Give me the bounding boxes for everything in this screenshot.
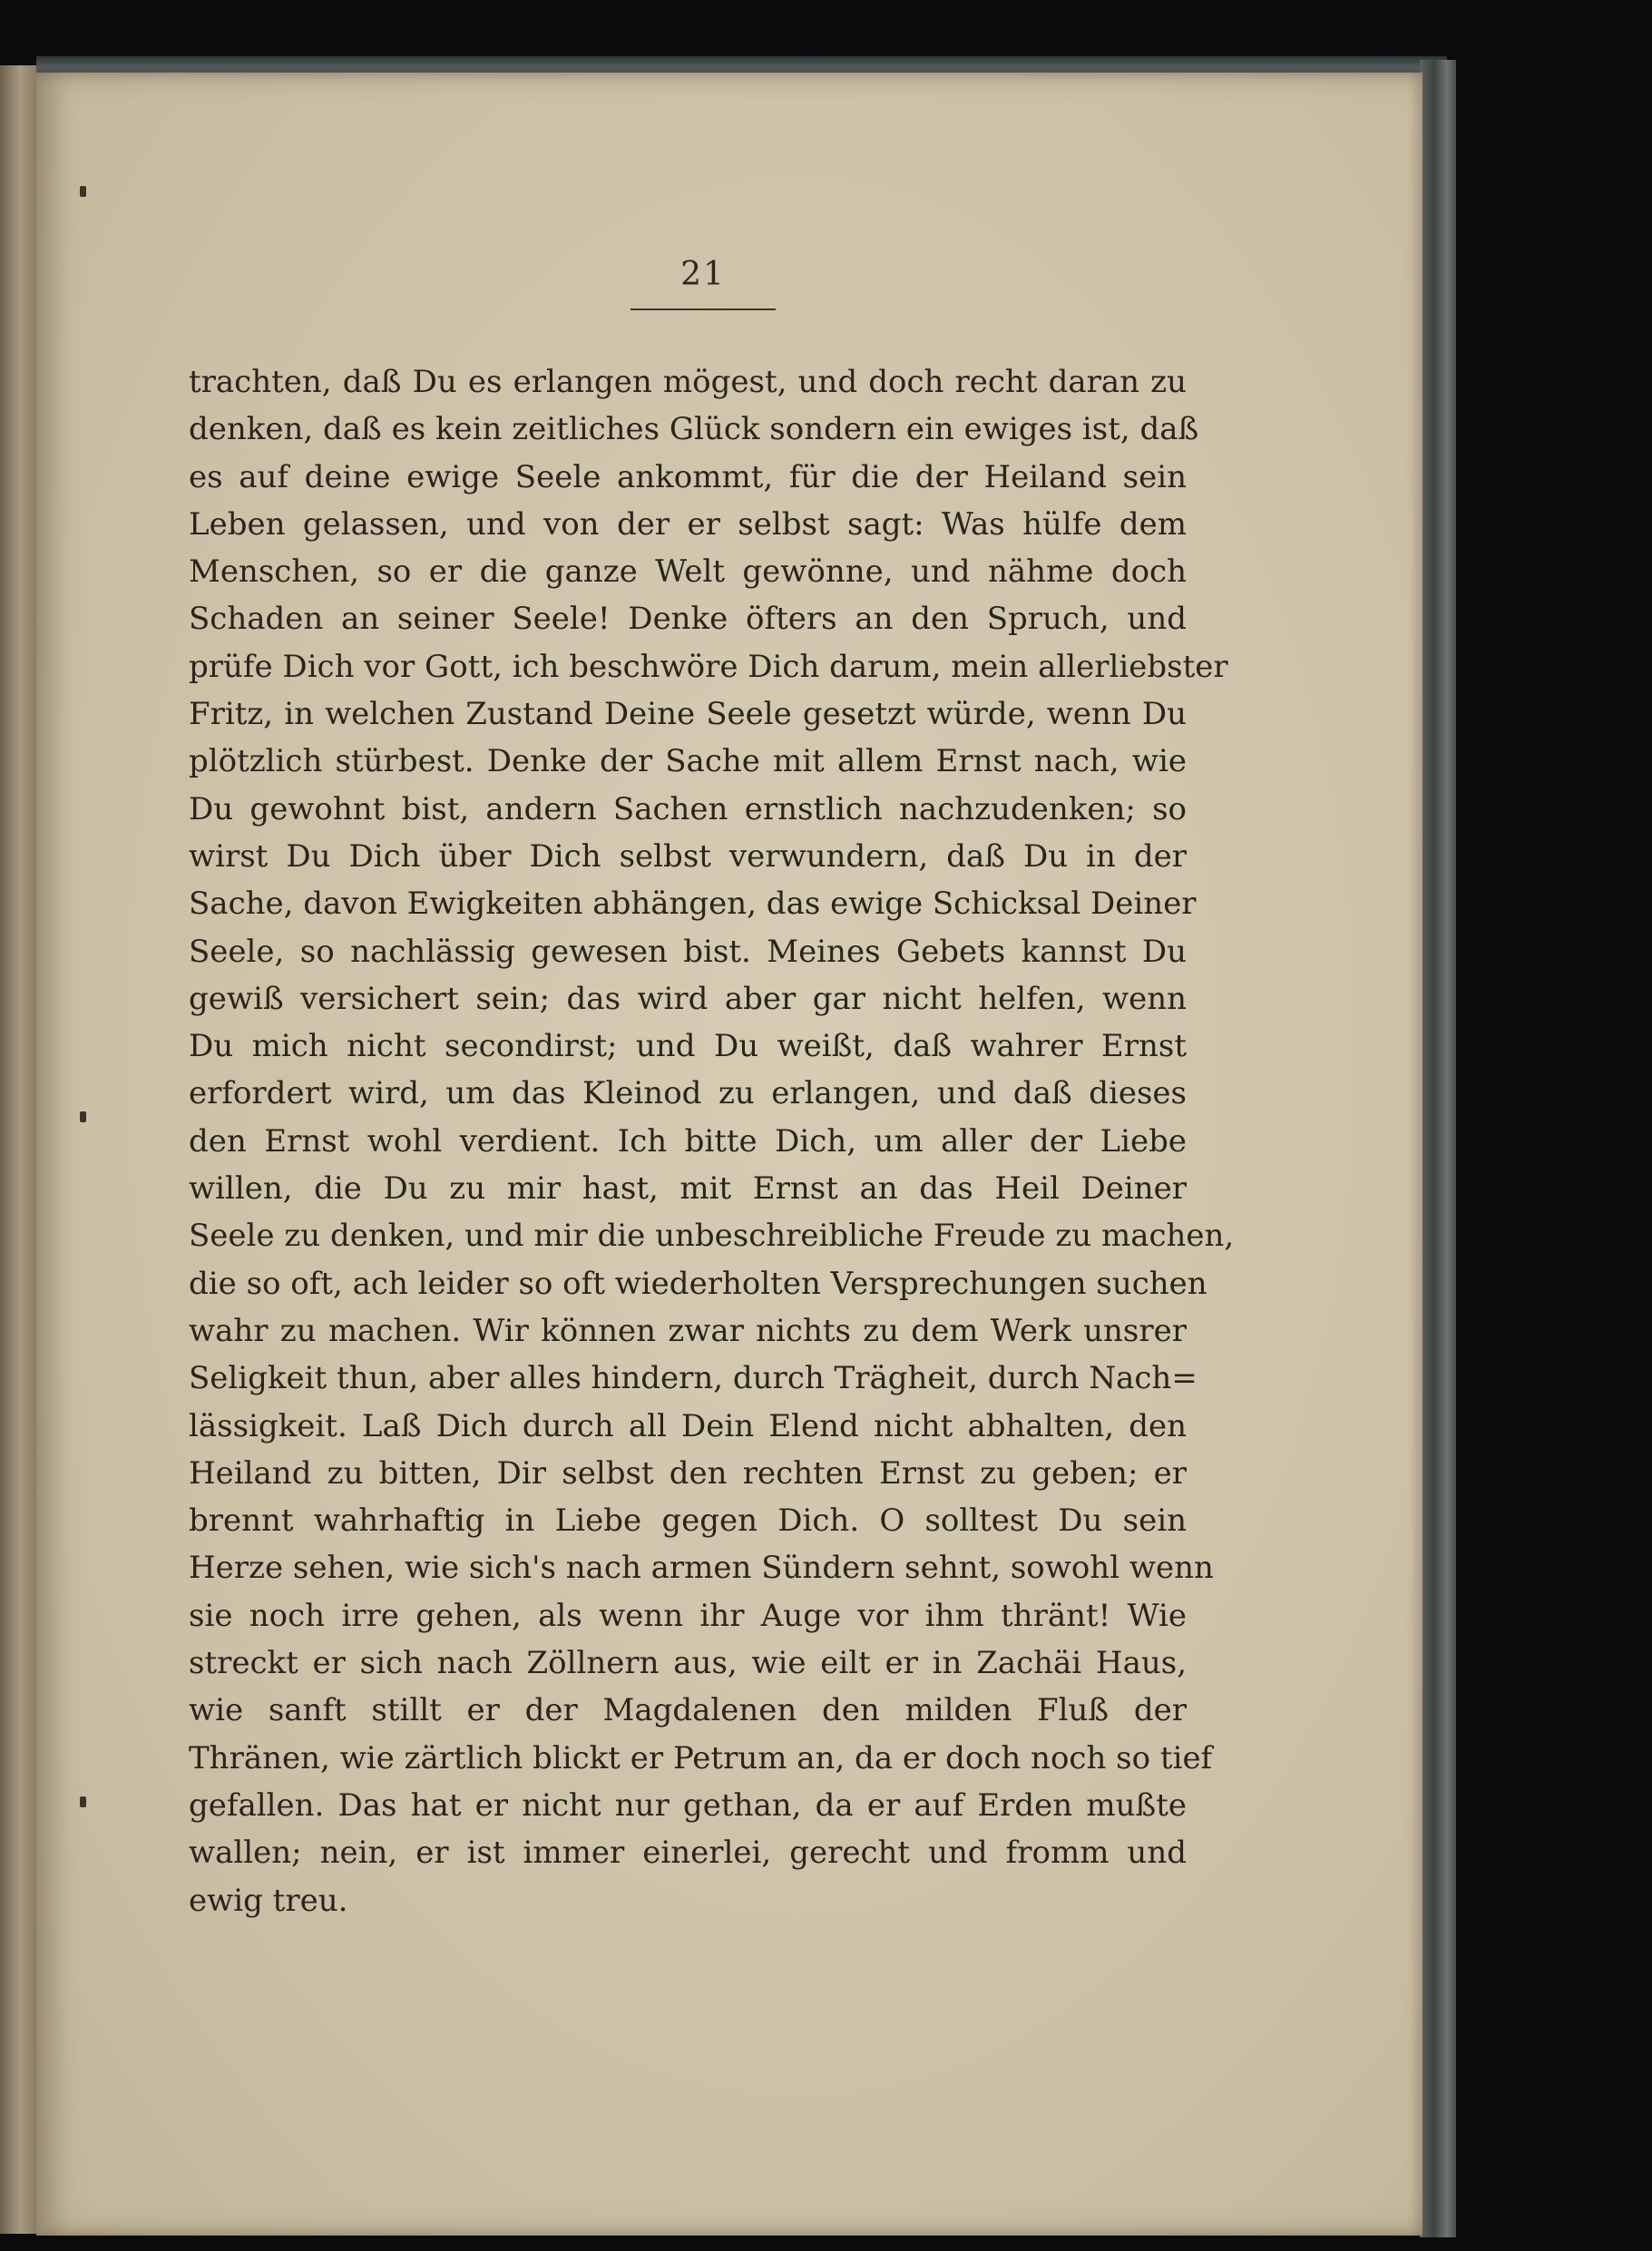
text-line: streckt er sich nach Zöllnern aus, wie eilt er in Zachäi Haus, bbox=[189, 1645, 1187, 1682]
text-line: Schaden an seiner Seele! Denke öfters an den Spruch, und bbox=[189, 601, 1187, 638]
book-cover-edge bbox=[1420, 60, 1456, 2237]
text-line: willen, die Du zu mir hast, mit Ernst an das Heil Deiner bbox=[189, 1170, 1187, 1208]
text-line: Seligkeit thun, aber alles hindern, durch Trägheit, durch Nach= bbox=[189, 1360, 1197, 1397]
text-line: es auf deine ewige Seele ankommt, für die der Heiland sein bbox=[189, 458, 1187, 495]
text-line: wahr zu machen. Wir können zwar nichts zu dem Werk unsrer bbox=[189, 1312, 1187, 1349]
text-line: Seele zu denken, und mir die unbeschreibliche Freude zu machen, bbox=[189, 1218, 1235, 1255]
text-line: Heiland zu bitten, Dir selbst den rechten Ernst zu geben; er bbox=[189, 1454, 1187, 1492]
text-line: Sache, davon Ewigkeiten abhängen, das ewige Schicksal Deiner bbox=[189, 886, 1197, 923]
text-line: sie noch irre gehen, als wenn ihr Auge vor ihm thränt! Wie bbox=[189, 1597, 1187, 1634]
text-line: trachten, daß Du es erlangen mögest, und doch recht daran zu bbox=[189, 364, 1187, 400]
text-line: wie sanft stillt er der Magdalenen den milden Fluß der bbox=[189, 1692, 1187, 1729]
facing-page-edge bbox=[0, 65, 36, 2234]
text-line: Leben gelassen, und von der er selbst sagt: Was hülfe dem bbox=[189, 505, 1187, 543]
text-line: Du gewohnt bist, andern Sachen ernstlich nachzudenken; so bbox=[189, 790, 1187, 827]
text-line: wirst Du Dich über Dich selbst verwundern, daß Du in der bbox=[189, 837, 1187, 875]
text-line: brennt wahrhaftig in Liebe gegen Dich. O solltest Du sein bbox=[189, 1502, 1187, 1540]
text-line: prüfe Dich vor Gott, ich beschwöre Dich darum, mein allerliebster bbox=[189, 648, 1228, 685]
text-line: Fritz, in welchen Zustand Deine Seele gesetzt würde, wenn Du bbox=[189, 696, 1187, 733]
body-text bbox=[189, 358, 1235, 1924]
text-line: Du mich nicht secondirst; und Du weißt, daß wahrer Ernst bbox=[189, 1028, 1187, 1065]
text-line: gefallen. Das hat er nicht nur gethan, da er auf Erden mußte bbox=[189, 1786, 1187, 1824]
binding-mark bbox=[80, 1796, 86, 1807]
text-line: lässigkeit. Laß Dich durch all Dein Elend nicht abhalten, den bbox=[189, 1407, 1187, 1444]
text-line: die so oft, ach leider so oft wiederholten Versprechungen suchen bbox=[189, 1265, 1207, 1302]
text-line: wallen; nein, er ist immer einerlei, gerecht und fromm und bbox=[189, 1835, 1187, 1872]
text-line: den Ernst wohl verdient. Ich bitte Dich, um aller der Liebe bbox=[189, 1122, 1187, 1160]
binding-mark bbox=[80, 1111, 86, 1122]
page-number: 21 bbox=[680, 256, 726, 293]
text-line: Herze sehen, wie sich's nach armen Sündern sehnt, sowohl wenn bbox=[189, 1550, 1214, 1587]
text-line: Seele, so nachlässig gewesen bist. Meines Gebets kannst Du bbox=[189, 933, 1187, 970]
text-line: denken, daß es kein zeitliches Glück sondern ein ewiges ist, daß bbox=[189, 411, 1199, 448]
text-line: ewig treu. bbox=[189, 1882, 348, 1919]
binding-mark bbox=[80, 186, 86, 197]
page-number-rule bbox=[630, 308, 776, 310]
text-line: Thränen, wie zärtlich blickt er Petrum an, da er doch noch so tief bbox=[189, 1739, 1213, 1776]
text-line: gewiß versichert sein; das wird aber gar nicht helfen, wenn bbox=[189, 980, 1187, 1017]
text-line: erfordert wird, um das Kleinod zu erlangen, und daß dieses bbox=[189, 1075, 1187, 1112]
text-line: Menschen, so er die ganze Welt gewönne, und nähme doch bbox=[189, 553, 1187, 591]
text-line: plötzlich stürbest. Denke der Sache mit allem Ernst nach, wie bbox=[189, 743, 1187, 780]
